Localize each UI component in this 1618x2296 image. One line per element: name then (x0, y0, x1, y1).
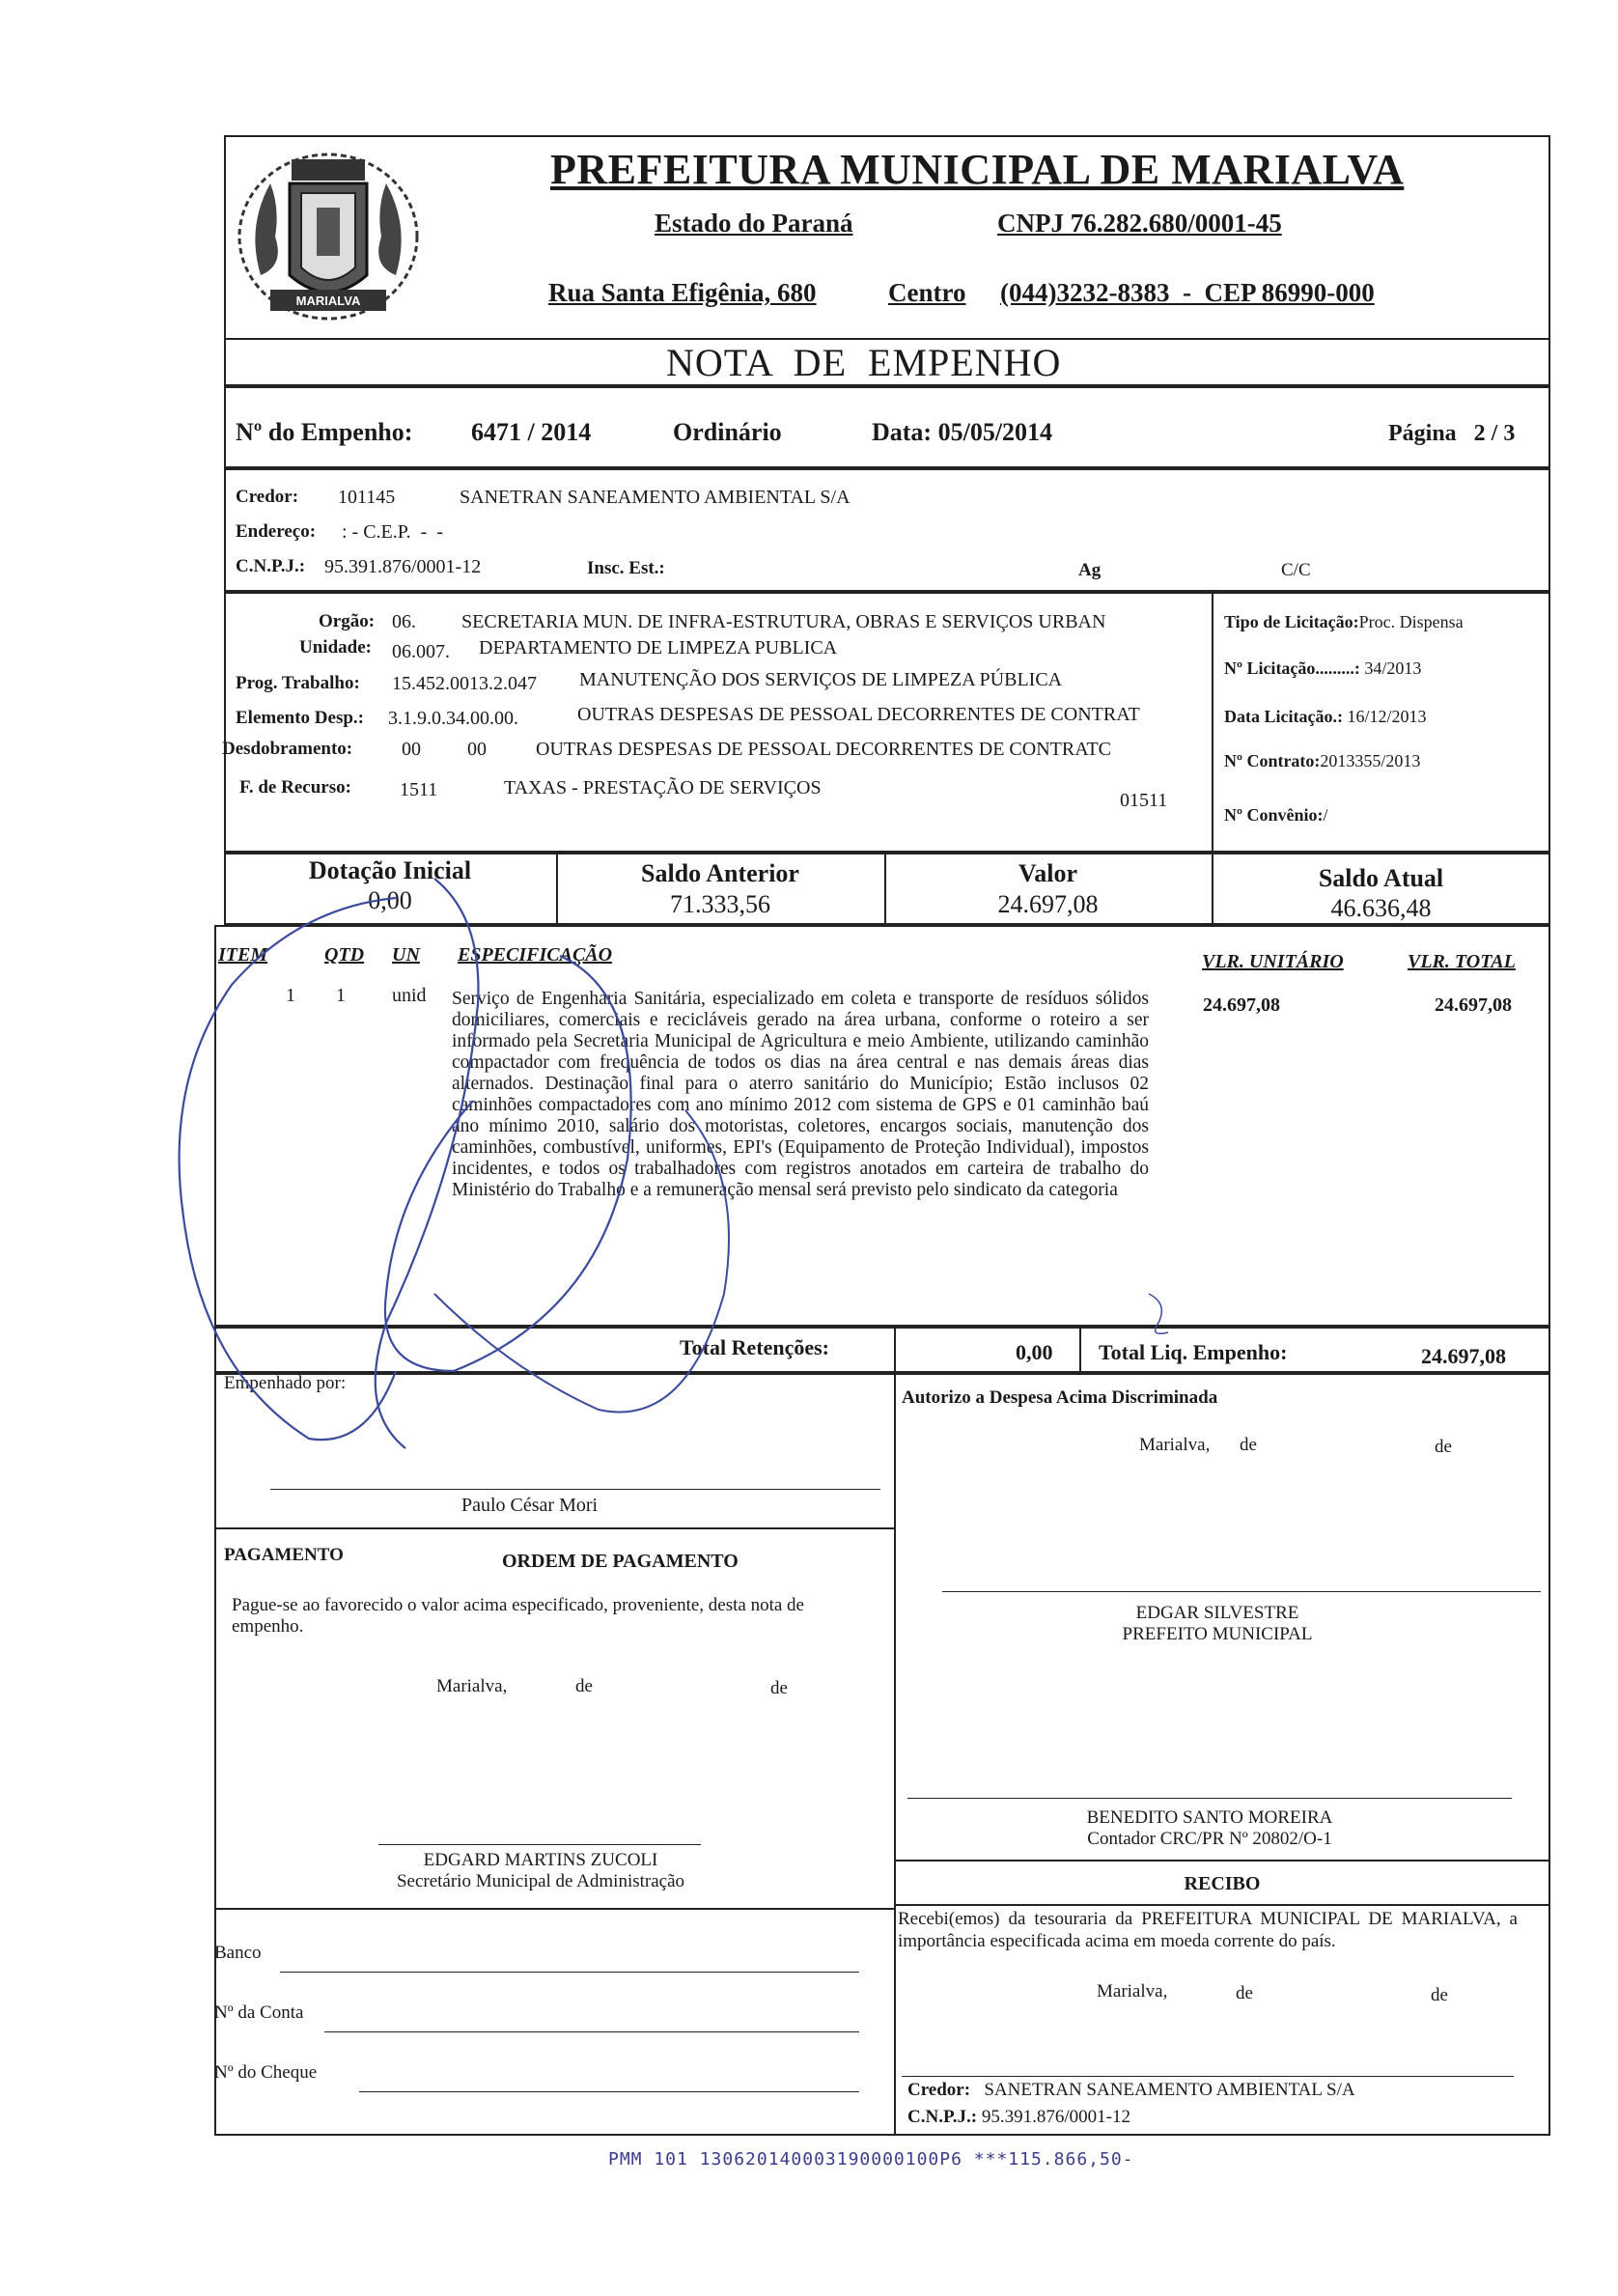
tipo-licitacao-value: Proc. Dispensa (1358, 612, 1464, 631)
orgao-label: Orgão: (319, 611, 376, 631)
col-qtd: QTD (324, 944, 365, 966)
recibo-text: Recebi(emos) da tesouraria da PREFEITURA MUNICIPAL DE MARIALVA, a importância especificada acima em moeda corrente do país. (898, 1909, 1518, 1951)
elemento-label: Elemento Desp.: (236, 708, 364, 728)
contrato-label: Nº Contrato: (1224, 751, 1321, 770)
cnpj-value: 95.391.876/0001-12 (324, 556, 482, 577)
empenhado-label: Empenhado por: (224, 1373, 347, 1393)
valor-value: 24.697,08 (997, 890, 1099, 918)
data-licitacao-label: Data Licitação.: (1224, 707, 1343, 726)
handwritten-signature (145, 869, 1255, 1526)
col-item: ITEM (218, 944, 268, 966)
orgao-desc: SECRETARIA MUN. DE INFRA-ESTRUTURA, OBRAS E SERVIÇOS URBAN (461, 611, 1106, 632)
cnpj-label: C.N.P.J.: (236, 556, 306, 576)
convenio-label: Nº Convênio: (1224, 805, 1324, 825)
credor-label: Credor: (236, 487, 299, 507)
total-liquido-value: 24.697,08 (1421, 1344, 1506, 1368)
pagamento-place: Marialva, (436, 1676, 508, 1696)
total-liquido-label: Total Liq. Empenho: (1099, 1340, 1288, 1364)
saldo-atual-label: Saldo Atual (1318, 864, 1444, 892)
saldo-anterior-label: Saldo Anterior (641, 859, 799, 887)
col-valor-total: VLR. TOTAL (1408, 951, 1516, 972)
ordem-pagamento-title: ORDEM DE PAGAMENTO (502, 1551, 739, 1572)
header-phone-cep: (044)3232-8383 - CEP 86990-000 (1000, 278, 1375, 307)
recibo-cnpj (907, 2107, 1130, 2128)
prog-label: Prog. Trabalho: (236, 673, 360, 693)
dotacao-inicial-value: 0,00 (368, 886, 412, 914)
document-title: NOTA DE EMPENHO (666, 341, 1062, 384)
dotacao-inicial-label: Dotação Inicial (308, 856, 472, 884)
recibo-title: RECIBO (1184, 1873, 1261, 1894)
item-qtd: 1 (336, 985, 346, 1006)
secretario-title: Secretário Municipal de Administração (396, 1871, 685, 1891)
secretario-name: EDGARD MARTINS ZUCOLI (423, 1850, 658, 1870)
coat-of-arms-logo (232, 140, 425, 338)
autorizo-de-1: de (1240, 1435, 1257, 1455)
orgao-code: 06. (392, 611, 416, 632)
header-district: Centro (888, 278, 966, 307)
page-number: Página 2 / 3 (1388, 421, 1516, 446)
header-address: Rua Santa Efigênia, 680 (548, 278, 817, 307)
recurso-code2: 01511 (1120, 790, 1168, 811)
prefeitura-title: PREFEITURA MUNICIPAL DE MARIALVA (550, 146, 1405, 193)
contador-title: Contador CRC/PR Nº 20802/O-1 (1087, 1829, 1332, 1849)
unidade-label: Unidade: (299, 637, 372, 658)
recurso-label: F. de Recurso: (239, 777, 351, 798)
recurso-desc: TAXAS - PRESTAÇÃO DE SERVIÇOS (504, 777, 822, 798)
desdobramento-code2: 00 (467, 739, 487, 760)
recibo-cnpj-value: 95.391.876/0001-12 (981, 2107, 1130, 2127)
contador-name: BENEDITO SANTO MOREIRA (1086, 1807, 1333, 1828)
desdobramento-desc: OUTRAS DESPESAS DE PESSOAL DECORRENTES DE CONTRATC (536, 739, 1111, 760)
item-unit-value: 24.697,08 (1203, 994, 1280, 1016)
item-un: unid (392, 985, 427, 1006)
pagamento-de-2: de (770, 1678, 788, 1698)
autorizo-de-2: de (1435, 1437, 1452, 1457)
endereco-value: : - C.E.P. - - (342, 521, 443, 543)
valor-label: Valor (1018, 859, 1078, 887)
prog-desc: MANUTENÇÃO DOS SERVIÇOS DE LIMPEZA PÚBLICA (579, 669, 1063, 690)
retencoes-value: 0,00 (1016, 1340, 1053, 1364)
conta-label: Nº da Conta (214, 2002, 304, 2023)
header-cnpj: CNPJ 76.282.680/0001-45 (997, 209, 1282, 238)
data-licitacao-value: 16/12/2013 (1347, 707, 1427, 726)
recibo-place: Marialva, (1097, 1981, 1168, 2002)
autorizo-place: Marialva, (1139, 1435, 1211, 1455)
num-licitacao-label: Nº Licitação.........: (1224, 658, 1360, 678)
empenho-number: 6471 / 2014 (471, 418, 592, 446)
desdobramento-label: Desdobramento: (222, 739, 353, 759)
endereco-label: Endereço: (236, 521, 317, 542)
contrato (1224, 751, 1420, 771)
pagamento-de-1: de (575, 1676, 593, 1696)
num-licitacao (1224, 658, 1421, 679)
svg-text:MARIALVA: MARIALVA (295, 294, 361, 308)
col-un: UN (392, 944, 420, 966)
item-total-value: 24.697,08 (1435, 994, 1512, 1016)
elemento-code: 3.1.9.0.34.00.00. (388, 708, 518, 729)
empenhado-name: Paulo César Mori (461, 1495, 599, 1516)
prog-code: 15.452.0013.2.047 (392, 673, 537, 694)
insc-label: Insc. Est.: (587, 558, 665, 578)
banco-label: Banco (214, 1943, 262, 1963)
recibo-credor (907, 2080, 1355, 2101)
recibo-credor-label: Credor: (907, 2080, 971, 2100)
tipo-licitacao (1224, 612, 1464, 632)
cc-label: C/C (1281, 560, 1311, 580)
cheque-label: Nº do Cheque (214, 2062, 318, 2083)
prefeito-name: EDGAR SILVESTRE (1135, 1603, 1299, 1623)
pagamento-text: Pague-se ao favorecido o valor acima especificado, proveniente, desta nota de empenho. (232, 1595, 804, 1637)
recurso-code: 1511 (400, 779, 438, 800)
num-licitacao-value: 34/2013 (1364, 658, 1422, 678)
pagamento-label: PAGAMENTO (224, 1545, 344, 1565)
elemento-desc: OUTRAS DESPESAS DE PESSOAL DECORRENTES DE CONTRAT (577, 704, 1140, 725)
desdobramento-code1: 00 (402, 739, 421, 760)
state-label: Estado do Paraná (655, 209, 853, 238)
retencoes-label: Total Retenções: (680, 1335, 829, 1359)
item-number: 1 (286, 985, 295, 1006)
contrato-value: 2013355/2013 (1320, 751, 1421, 770)
autorizo-text: Autorizo a Despesa Acima Discriminada (902, 1387, 1218, 1408)
recibo-de-1: de (1236, 1983, 1253, 2003)
recibo-de-2: de (1431, 1985, 1448, 2005)
tipo-licitacao-label: Tipo de Licitação: (1224, 612, 1359, 631)
empenho-label: Nº do Empenho: (236, 418, 413, 446)
recibo-credor-value: SANETRAN SANEAMENTO AMBIENTAL S/A (984, 2080, 1355, 2100)
saldo-atual-value: 46.636,48 (1330, 894, 1432, 922)
empenho-type: Ordinário (673, 418, 782, 446)
convenio (1224, 805, 1327, 826)
col-valor-unitario: VLR. UNITÁRIO (1202, 951, 1344, 972)
ag-label: Ag (1078, 560, 1102, 580)
unidade-desc: DEPARTAMENTO DE LIMPEZA PUBLICA (479, 637, 838, 658)
col-especificacao: ESPECIFICAÇÃO (458, 944, 613, 966)
saldo-anterior-value: 71.333,56 (670, 890, 770, 918)
item-description: Serviço de Engenharia Sanitária, especializado em coleta e transporte de resíduos sólidos domiciliares, comerciais e recicláveis gerado na área urbana, conforme o roteiro a ser informado pela Secretaria Municipal de Agricultura e meio Ambiente, utilizando caminhão compactador com frequência de todos os dias na área central e nas demais áreas dias alternados. Destinação final para o aterro sanitário do Município; Estão inclusos 02 caminhões compactadores com ano mínimo 2012 com sistema de GPS e 01 caminhão baú ano mínimo 2010, salário dos motoristas, coletores, encargos sociais, manutenção dos caminhões, combustível, uniformes, EPI's (Equipamento de Proteção Individual), impostos incidentes, e todos os trabalhadores com registros anotados em carteira de trabalho do Ministério do Trabalho e a remuneração mensal será previsto pelo sindicato da categoria (452, 989, 1149, 1200)
prefeito-title: PREFEITO MUNICIPAL (1122, 1624, 1313, 1644)
unidade-code: 06.007. (392, 641, 450, 662)
credor-code: 101145 (338, 487, 396, 508)
data-licitacao (1224, 707, 1426, 727)
empenho-date: Data: 05/05/2014 (872, 418, 1053, 446)
bank-authentication-stamp: PMM 101 130620140003190000100P6 ***115.866,50- (608, 2149, 1134, 2170)
convenio-value: / (1323, 805, 1328, 825)
credor-name: SANETRAN SANEAMENTO AMBIENTAL S/A (460, 487, 851, 508)
recibo-cnpj-label: C.N.P.J.: (907, 2107, 978, 2127)
